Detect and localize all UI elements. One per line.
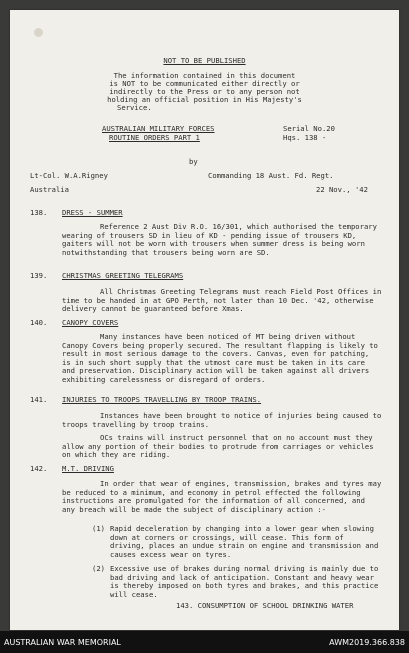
archive-name: AUSTRALIAN WAR MEMORIAL: [4, 638, 121, 647]
order-number: 142.: [30, 464, 48, 473]
order-number: 139.: [30, 271, 48, 280]
order-paragraph: OCs trains will instruct personnel that on no account must they allow any portion of their bodies to protrude from carriages or vehicles on which they are riding.: [62, 433, 374, 460]
order-paragraph: In order that wear of engines, transmission, brakes and tyres may be reduced to a minimum, and economy in petrol effected the following instructions are promulgated for the information of all concerned, and any breach will be made the subject of disciplinary action :-: [62, 479, 382, 514]
order-paragraph: Many instances have been noticed of MT being driven without Canopy Covers being properly secured. The resultant flapping is likely to result in most serious damage to the covers. Canvas, even for patching, is in such short supply that the utmost care must be taken in its care and preservation. Disciplinary action will be taken against all drivers exhibiting carelessness or disregard of orders.: [62, 332, 378, 384]
officer-name: Lt-Col. W.A.Rigney: [30, 171, 108, 180]
sub-item-label: (1): [92, 524, 105, 533]
archive-reference: AWM2019.366.838: [329, 638, 405, 647]
notice-line: is NOT to be communicated either directly or: [109, 79, 300, 88]
force-title: AUSTRALIAN MILITARY FORCES: [102, 124, 215, 133]
archive-footer: [0, 631, 409, 653]
order-title: M.T. DRIVING: [62, 464, 114, 473]
notice-line: Service.: [117, 103, 152, 112]
place: Australia: [30, 185, 69, 194]
order-number: 140.: [30, 318, 48, 327]
order-title: CANOPY COVERS: [62, 318, 119, 327]
orders-title: ROUTINE ORDERS PART 1: [109, 133, 200, 142]
notice-heading: NOT TO BE PUBLISHED: [163, 56, 246, 65]
order-number: 141.: [30, 395, 48, 404]
headquarters-ref: Hqs. 138 -: [283, 133, 327, 142]
punch-hole: [34, 28, 43, 37]
order-title: INJURIES TO TROOPS TRAVELLING BY TROOP TRAINS.: [62, 395, 262, 404]
order-number: 138.: [30, 208, 48, 217]
order-title: DRESS - SUMMER: [62, 208, 123, 217]
continuation-heading: 143. CONSUMPTION OF SCHOOL DRINKING WATER: [176, 601, 354, 610]
notice-line: The information contained in this document: [113, 71, 296, 80]
serial-number: Serial No.20: [283, 124, 335, 133]
notice-line: holding an official position in His Majesty's: [107, 95, 302, 104]
order-paragraph: Instances have been brought to notice of injuries being caused to troops travelling by troop trains.: [62, 411, 382, 429]
by-label: by: [189, 157, 198, 166]
command-line: Commanding 18 Aust. Fd. Regt.: [208, 171, 334, 180]
order-paragraph: All Christmas Greeting Telegrams must reach Field Post Offices in time to be handed in at GPO Perth, not later than 10 Dec. '42, otherwise delivery cannot be guaranteed before Xmas.: [62, 287, 382, 314]
order-title: CHRISTMAS GREETING TELEGRAMS: [62, 271, 184, 280]
sub-item-text: Excessive use of brakes during normal driving is mainly due to bad driving and lack of anticipation. Constant and heavy wear is thereby imposed on both tyres and brakes, and this practice will cease.: [110, 564, 379, 599]
document-page: [10, 10, 399, 630]
sub-item-label: (2): [92, 564, 105, 573]
date: 22 Nov., '42: [316, 185, 368, 194]
notice-line: indirectly to the Press or to any person not: [109, 87, 300, 96]
order-paragraph: Reference 2 Aust Div R.O. 16/301, which authorised the temporary wearing of trousers SD in lieu of KD - pending issue of trousers KD, gaiters will not be worn with trousers when summer dress is being worn notwithstanding that trousers being worn are SD.: [62, 222, 377, 257]
sub-item-text: Rapid deceleration by changing into a lower gear when slowing down at corners or crossings, will cease. This form of driving, places an undue strain on engine and transmission and causes excess wear on tyres.: [110, 524, 379, 559]
